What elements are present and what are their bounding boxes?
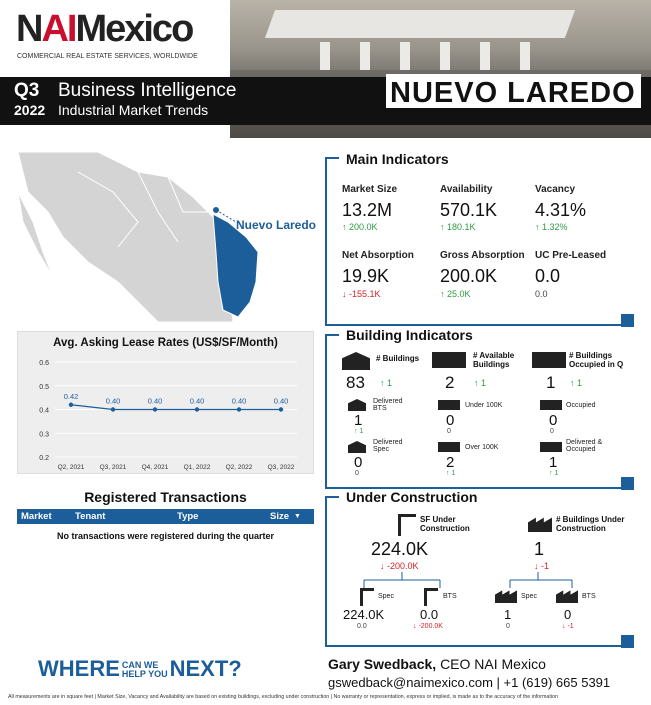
transactions-header bbox=[17, 509, 314, 524]
occupied-in-q-change: ↑ 1 bbox=[570, 378, 583, 388]
sf-uc-value: 224.0K bbox=[371, 539, 429, 559]
bld-uc-label: # Buildings Under Construction bbox=[556, 515, 625, 533]
delivered-occupied-change: ↑ 1 bbox=[549, 470, 559, 477]
sort-down-icon[interactable]: ▼ bbox=[294, 513, 301, 520]
x-tick-label: Q1, 2022 bbox=[183, 464, 211, 471]
availability-change: ↑ 180.1K bbox=[440, 222, 476, 232]
contact-details: gswedback@naimexico.com | +1 (619) 665 5391 bbox=[328, 675, 611, 690]
col-type[interactable]: Type bbox=[177, 511, 199, 522]
sf-bts-change: ↓ -200.0K bbox=[413, 623, 443, 630]
building-section-line bbox=[325, 334, 327, 488]
available-buildings-label: # Available Buildings bbox=[473, 351, 515, 369]
under-100k-change: 0 bbox=[447, 428, 451, 435]
quarter: Q3 bbox=[14, 80, 40, 101]
nai-logo: NAIMexico bbox=[16, 8, 193, 50]
main-section-tick bbox=[325, 157, 339, 159]
building-indicators-title: Building Indicators bbox=[346, 327, 473, 343]
under-100k-value: 0 bbox=[446, 412, 455, 429]
market-size-label: Market Size bbox=[342, 184, 398, 195]
building-icon bbox=[342, 352, 370, 370]
data-point bbox=[111, 407, 115, 411]
uc-section-bottom bbox=[325, 645, 625, 647]
delivered-occupied-label: Delivered & Occupied bbox=[566, 439, 603, 453]
delivered-spec-value: 0 bbox=[354, 454, 363, 471]
sf-bts-value: 0.0 bbox=[420, 607, 439, 622]
net-absorption-label: Net Absorption bbox=[342, 250, 414, 261]
available-buildings-change: ↑ 1 bbox=[474, 378, 487, 388]
city-name: NUEVO LAREDO bbox=[390, 77, 636, 109]
mexico-map bbox=[18, 152, 270, 322]
occupied-in-q-value: 1 bbox=[546, 373, 556, 392]
uc-preleased-change: 0.0 bbox=[535, 289, 548, 299]
uc-section-line bbox=[325, 496, 327, 646]
building-section-tick bbox=[325, 334, 339, 336]
report-title: Business Intelligence bbox=[58, 80, 237, 101]
transactions-empty-message: No transactions were registered during the quarter bbox=[56, 531, 275, 541]
availability-label: Availability bbox=[440, 184, 493, 195]
crane-icon bbox=[398, 514, 416, 536]
availability-value: 570.1K bbox=[440, 200, 498, 220]
where-slogan: WHERE CAN WE HELP YOUNEXT? bbox=[38, 656, 242, 681]
occupied-change: 0 bbox=[550, 428, 554, 435]
occupied-building-icon bbox=[532, 352, 566, 368]
gross-absorption-label: Gross Absorption bbox=[440, 250, 525, 261]
bld-spec-change: 0 bbox=[506, 623, 510, 630]
delivered-occupied-value: 1 bbox=[549, 454, 558, 471]
warehouse-icon bbox=[432, 352, 466, 368]
x-tick-label: Q3, 2021 bbox=[99, 464, 127, 471]
data-point bbox=[279, 407, 283, 411]
uc-section-tick bbox=[325, 496, 339, 498]
available-buildings-value: 2 bbox=[445, 373, 455, 392]
col-market[interactable]: Market bbox=[21, 511, 52, 522]
chart-plot bbox=[17, 350, 314, 474]
disclaimer: All measurements are in square feet | Market Size, Vacancy and Availability are based on existing buildings, excluding under construction | No warranty or representation, express or implied, is made as to the accuracy of the information bbox=[8, 694, 558, 700]
spec-crane-icon bbox=[360, 588, 374, 606]
uc-tree-lines bbox=[340, 572, 610, 592]
x-tick-label: Q4, 2021 bbox=[141, 464, 169, 471]
bld-spec-label: Spec bbox=[521, 593, 537, 600]
x-tick-label: Q3, 2022 bbox=[267, 464, 295, 471]
bld-bts-value: 0 bbox=[564, 607, 572, 622]
y-tick-label: 0.5 bbox=[39, 383, 49, 391]
contact-name: Gary Swedback, CEO NAI Mexico bbox=[328, 656, 546, 672]
data-point bbox=[195, 407, 199, 411]
main-section-bottom bbox=[325, 324, 625, 326]
main-indicators-title: Main Indicators bbox=[346, 151, 449, 167]
over-100k-label: Over 100K bbox=[465, 444, 499, 451]
data-label: 0.40 bbox=[147, 396, 163, 406]
uc-preleased-value: 0.0 bbox=[535, 266, 561, 286]
net-absorption-value: 19.9K bbox=[342, 266, 390, 286]
market-size-value: 13.2M bbox=[342, 200, 393, 220]
x-tick-label: Q2, 2021 bbox=[57, 464, 85, 471]
x-tick-label: Q2, 2022 bbox=[225, 464, 253, 471]
sf-uc-label: SF Under Construction bbox=[420, 515, 470, 533]
uc-section-square bbox=[621, 635, 634, 648]
data-label: 0.40 bbox=[189, 396, 205, 406]
over-100k-value: 2 bbox=[446, 454, 455, 471]
delivered-bts-change: ↑ 1 bbox=[354, 428, 364, 435]
bts-crane-icon bbox=[424, 588, 438, 606]
data-point bbox=[153, 407, 157, 411]
data-label: 0.40 bbox=[273, 396, 289, 406]
sf-spec-value: 224.0K bbox=[343, 607, 385, 622]
delivered-spec-icon bbox=[348, 441, 366, 453]
report-year: 2022 bbox=[14, 102, 46, 118]
main-section-square bbox=[621, 314, 634, 327]
main-section-line bbox=[325, 157, 327, 325]
data-label: 0.42 bbox=[63, 391, 79, 401]
bld-uc-change: ↓ -1 bbox=[534, 561, 550, 571]
net-absorption-change: ↓ -155.1K bbox=[342, 289, 381, 299]
occupied-value: 0 bbox=[549, 412, 558, 429]
delivered-bts-label: Delivered BTS bbox=[373, 398, 403, 412]
y-tick-label: 0.2 bbox=[39, 455, 49, 462]
delivered-occupied-icon bbox=[540, 442, 562, 452]
delivered-spec-change: 0 bbox=[355, 470, 359, 477]
sf-bts-label: BTS bbox=[443, 593, 457, 600]
bld-uc-value: 1 bbox=[534, 539, 545, 559]
chart-title: Avg. Asking Lease Rates (US$/SF/Month) bbox=[53, 337, 278, 349]
bld-spec-value: 1 bbox=[504, 607, 512, 622]
col-size[interactable]: Size bbox=[270, 511, 290, 522]
gross-absorption-change: ↑ 25.0K bbox=[440, 289, 471, 299]
series-line bbox=[71, 405, 281, 410]
over-100k-icon bbox=[438, 442, 460, 452]
data-point bbox=[69, 403, 73, 407]
sf-uc-change: ↓ -200.0K bbox=[380, 561, 419, 571]
bld-bts-label: BTS bbox=[582, 593, 596, 600]
vacancy-change: ↑ 1.32% bbox=[535, 222, 568, 232]
delivered-bts-icon bbox=[348, 399, 366, 411]
vacancy-value: 4.31% bbox=[535, 200, 587, 220]
under-100k-label: Under 100K bbox=[465, 402, 503, 409]
vacancy-label: Vacancy bbox=[535, 184, 576, 195]
occupied-in-q-label: # Buildings Occupied in Q bbox=[569, 351, 624, 369]
data-point bbox=[237, 407, 241, 411]
buildings-label: # Buildings bbox=[376, 354, 420, 363]
col-tenant[interactable]: Tenant bbox=[75, 511, 106, 522]
y-tick-label: 0.4 bbox=[39, 407, 49, 415]
map-city-label: Nuevo Laredo bbox=[236, 218, 317, 232]
data-label: 0.40 bbox=[105, 396, 121, 406]
occupied-icon bbox=[540, 400, 562, 410]
market-size-change: ↑ 200.0K bbox=[342, 222, 378, 232]
uc-preleased-label: UC Pre-Leased bbox=[535, 250, 607, 261]
buildings-value: 83 bbox=[346, 373, 365, 392]
delivered-bts-value: 1 bbox=[354, 412, 363, 429]
data-label: 0.40 bbox=[231, 396, 247, 406]
logo-subtitle: COMMERCIAL REAL ESTATE SERVICES, WORLDWIDE bbox=[17, 53, 198, 60]
factory-icon bbox=[528, 516, 552, 532]
over-100k-change: ↑ 1 bbox=[446, 470, 456, 477]
report-subtitle: Industrial Market Trends bbox=[58, 102, 209, 118]
occupied-label: Occupied bbox=[566, 402, 596, 409]
transactions-title: Registered Transactions bbox=[84, 489, 247, 505]
delivered-spec-label: Delivered Spec bbox=[373, 439, 403, 453]
under-100k-icon bbox=[438, 400, 460, 410]
building-section-square bbox=[621, 477, 634, 490]
sf-spec-label: Spec bbox=[378, 593, 394, 600]
under-construction-title: Under Construction bbox=[346, 489, 478, 505]
gross-absorption-value: 200.0K bbox=[440, 266, 498, 286]
sf-spec-change: 0.0 bbox=[357, 623, 367, 630]
y-tick-label: 0.6 bbox=[39, 360, 49, 367]
y-tick-label: 0.3 bbox=[39, 431, 49, 439]
buildings-change: ↑ 1 bbox=[380, 378, 393, 388]
bld-bts-change: ↓ -1 bbox=[562, 623, 574, 630]
